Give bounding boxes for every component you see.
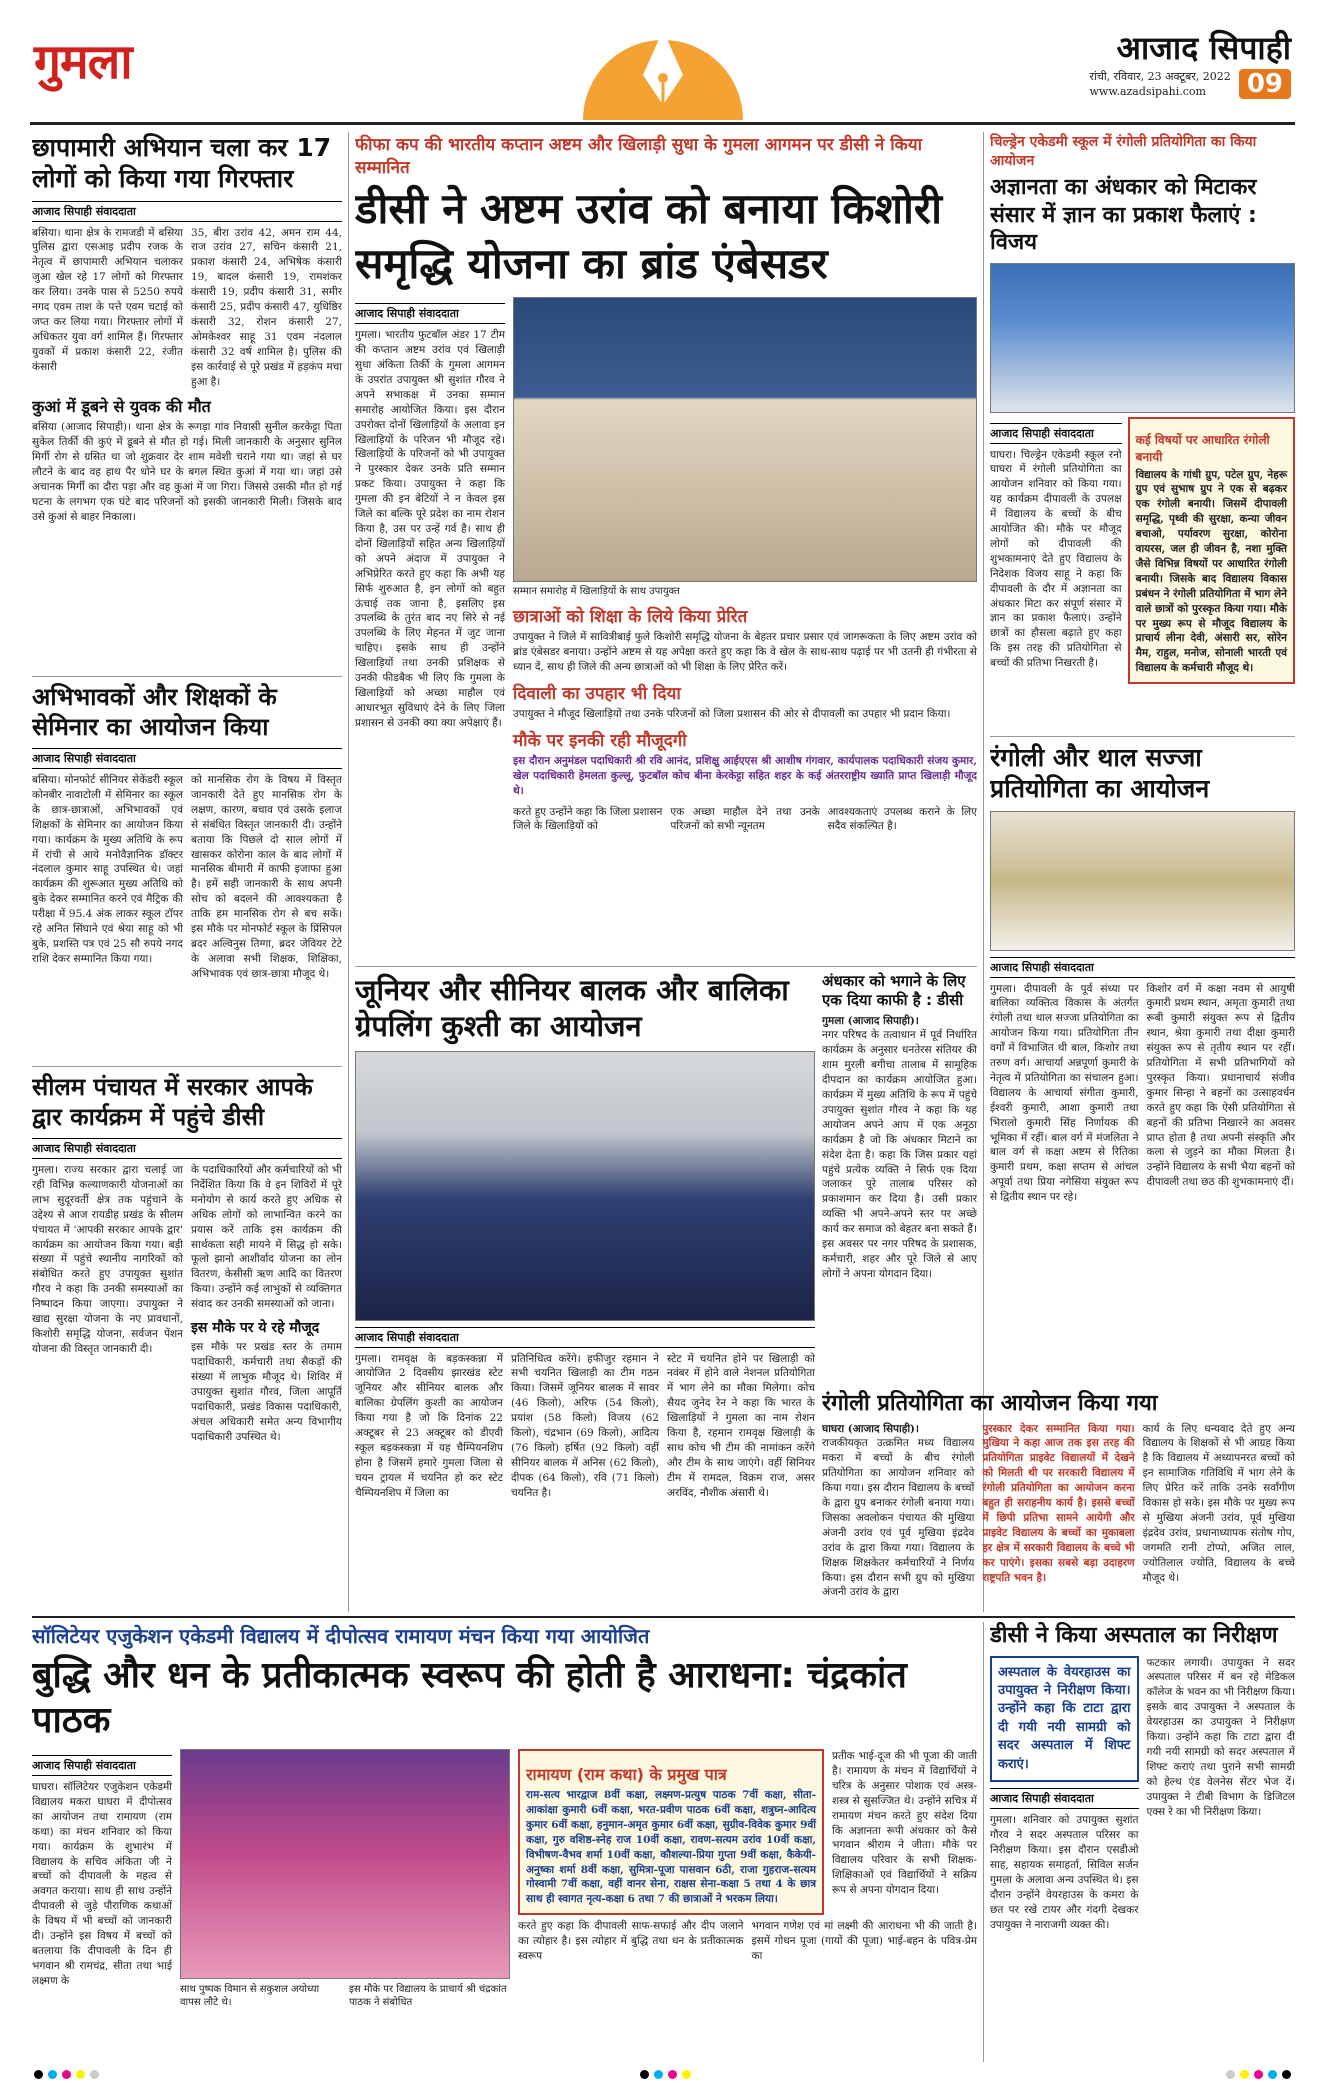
box-body: राम-सत्य भारद्वाज 8वीं कक्षा, लक्ष्मण-प्रत्युष पाठक 7वीं कक्षा, सीता-आकांक्षा कुमारी 6वीं कक्षा, भरत-प्रवीण पाठक 6वीं कक्षा, शत्रुघ्न-आदित्य कुमार 6वीं कक्षा, हनुमान-अमृत कुमार 6वीं कक्षा, सुग्रीव-विवेक कुमार 9वीं कक्षा, गुरु वशिष्ठ-स्नेह राज 10वीं कक्षा, रावण-सत्यम उरांव 10वीं कक्षा, विभीषण-वैभव शर्मा 10वीं कक्षा, कौशल्या-प्रिया गुप्ता 9वीं कक्षा, कैकेयी-अनुष्का शर्मा 8वीं कक्षा, सुमित्रा-पूजा पासवान 6ठी, राजा गुहराज-सत्यम गोस्वामी 7वीं कक्षा, वहीं वानर सेना, राक्षस सेना-कक्षा 5 तथा 4 के छात्र साथ ही स्वागत नृत्य-कक्षा 6 तथा 7 की छात्राओं ने भरकम लिया। bbox=[526, 1789, 816, 1906]
story-body: स्टेट में चयनित होने पर खिलाड़ी को नवंबर में होने वाले नेशनल प्रतियोगिता में भाग लेने का मौका मिलेगा। कोच सैयद जुनेद रेन ने कहा कि भारत के खिलाड़ियों ने गुमला का नाम रोशन किया है, रहमान रामवृक्ष खिलाड़ी के साथ कोच भी टीम की नामांकन करेंगे और टीम के साथ जाएंगे। वहीं सिनियर टीम में रामदल, विक्रम राज, असर अरविंद, नौशीक अंसारी थे। bbox=[667, 1352, 815, 1499]
story-headline: अज्ञानता का अंधकार को मिटाकर संसार में ज्ञान का प्रकाश फैलाएं : विजय bbox=[990, 175, 1257, 255]
story-headline: जूनियर और सीनियर बालक और बालिका ग्रेपलिंग कुश्ती का आयोजन bbox=[355, 973, 789, 1044]
byline: आजाद सिपाही संवाददाता bbox=[990, 957, 1295, 978]
brand-meta bbox=[1090, 69, 1231, 99]
story-body: भगवान गणेश एवं मां लक्ष्मी की आराधना भी की जाती है। इसमें गोधन पूजा (गायों की पूजा) भाई-बहन के पवित्र-प्रेम का bbox=[751, 1920, 977, 1963]
pen-nib-logo-icon bbox=[578, 10, 748, 120]
highlight-text: पुरस्कार देकर सम्मानित किया गया। मुखिया ने कहा आज तक इस तरह की प्रतियोगिता प्राइवेट विद्यालयों में देखने को मिलती थी पर सरकारी विद्यालय में रंगोली प्रतियोगिता का आयोजन करना बहुत ही सराहनीय कार्य है। इससे बच्चों में छिपी प्रतिभा सामने आयेगी और प्राइवेट विद्यालय के बच्चों का मुकाबला हर क्षेत्र में सरकारी विद्यालय के बच्चे भी कर पाएंगे। इसका सबसे बड़ा उदाहरण राष्ट्रपति भवन है। bbox=[982, 1422, 1135, 1584]
story-ramayan bbox=[32, 1622, 977, 2062]
photo-caption: सम्मान समारोह में खिलाड़ियों के साथ उपायुक्त bbox=[513, 586, 680, 598]
story-headline: अभिभावकों और शिक्षकों के सेमिनार का आयोजन किया bbox=[32, 683, 277, 741]
story-body: गुमला। राज्य सरकार द्वारा चलाई जा रही विभिन्न कल्याणकारी योजनाओं का लाभ सुदूरवर्ती क्षेत्र तक पहुंचाने के उद्देश्य से आज रायडीह प्रखंड के सीलम पंचायत में 'आपकी सरकार आपके द्वार' कार्यक्रम का आयोजन किया गया। बड़ी संख्या में पहुंचे स्थानीय नागरिकों को संबोधित करते हुए उपायुक्त सुशांत गौरव ने कहा कि उनकी समस्याओं का निष्पादन किया जाएगा। उपायुक्त ने खाद्य सुरक्षा योजना के नए प्रावधानों, किशोरी समृद्धि योजना, सर्वजन पेंशन योजना की विस्तृत जानकारी दी। bbox=[32, 1164, 183, 1355]
highlight-box bbox=[990, 1656, 1139, 1783]
byline: आजाद सिपाही संवाददाता bbox=[990, 423, 1122, 444]
award-photo bbox=[513, 297, 977, 582]
kicker: चिल्ड्रेन एकेडमी स्कूल में रंगोली प्रतियोगिता का किया आयोजन bbox=[990, 134, 1257, 169]
divider bbox=[32, 1616, 1295, 1618]
story-body: घाघरा। सॉलिटेयर एजुकेशन एकेडमी विद्यालय मकरा घाघरा में दीपोत्सव का आयोजन तथा रामायण (राम कथा) का मंचन शनिवार को किया गया। कार्यक्रम के शुभारंभ में विद्यालय के सचिव अंकिता जी ने बच्चों को दीपावली के महत्व से अवगत कराया। साथ ही साथ उन्होंने दीपावली से जुड़े पौराणिक कथाओं के विषय में भी बच्चों को जानकारी दी। उन्होंने इस विषय में बच्चों को बतलाया कि दीपावली के दिन ही भगवान श्री रामचंद्र, सीता तथा भाई लक्ष्मण के bbox=[32, 1781, 172, 1987]
subheading: छात्राओं को शिक्षा के लिये किया प्रेरित bbox=[513, 607, 748, 628]
box-title: रामायण (राम कथा) के प्रमुख पात्र bbox=[526, 1765, 727, 1784]
byline: गुमला (आजाद सिपाही)। bbox=[822, 1014, 919, 1027]
story-headline: रंगोली प्रतियोगिता का आयोजन किया गया bbox=[822, 1391, 1158, 1416]
byline: आजाद सिपाही संवाददाता bbox=[355, 303, 505, 324]
story-body: गुमला। दीपावली के पूर्व संध्या पर बालिका व्यक्तित्व विकास के अंतर्गत रंगोली तथा थाल सज्जा प्रतियोगिता का आयोजन किया गया। प्रतियोगिता तीन वर्गों में विभाजित थी बाल, किशोर तथा तरुण वर्ग। आचार्या अन्नपूर्णा कुमारी के नेतृत्व में प्रतियोगिता का संचालन हुआ। विद्यालय के आचार्या संगीता कुमारी, ईश्वरी कुमारी, आशा कुमारी तथा भिरालो कुमारी सिंह निर्णायक की भूमिका में रहीं। बाल वर्ग में मंजलिता ने बाल वर्ग से कक्षा अष्टम से रितिका कुमारी प्रथम, कक्षा सप्तम से आंचल अपूर्वा तथा प्रिया नगेसिया संयुक्त रूप से द्वितीय स्थान पर रहे। bbox=[990, 982, 1139, 1204]
cast-box bbox=[518, 1749, 824, 1915]
story-body: इस मौके पर प्रखंड स्तर के तमाम पदाधिकारी, कर्मचारी तथा सैकड़ों की संख्या में लाभुक मौजूद थे। शिविर में उपायुक्त सुशांत गौरव, जिला आपूर्ति पदाधिकारी, प्रखंड विकास पदाधिकारी, अंचल अधिकारी समेत अन्य विभागीय पदाधिकारी उपस्थित थे। bbox=[191, 1341, 342, 1443]
wrestlers-photo bbox=[355, 1051, 815, 1321]
footer-color-dots-center bbox=[640, 2070, 691, 2079]
brand-name: आजाद सिपाही bbox=[1116, 29, 1291, 67]
column-rule bbox=[348, 132, 349, 1612]
story-body: करते हुए कहा कि दीपावली साफ-सफाई और दीप जलाने का त्योहार है। इस त्योहार में बुद्धि तथा धन के प्रतीकात्मक स्वरूप bbox=[518, 1920, 744, 1963]
divider bbox=[32, 1066, 342, 1067]
byline: आजाद सिपाही संवाददाता bbox=[32, 201, 342, 222]
story-body: उपायुक्त ने मौजूद खिलाड़ियों तथा उनके परिजनों को जिला प्रशासन की ओर से दीपावली का उपहार भी प्रदान किया। bbox=[513, 707, 951, 720]
story-body: गुमला। रामवृक्ष के बड़कस्कन्ना में आयोजित 2 दिवसीय झारखंड स्टेट जूनियर और सीनियर बालक और बालिका ग्रेपलिंग कुश्ती का आयोजन किया गया है जो कि दिनांक 22 अक्टूबर से 23 अक्टूबर को डीएवी स्कूल बड़कस्कन्ना में यह चैम्पियनशिप होना है जिसमें हमारे गुमला जिला से चयन ट्रायल में चयनित हो कर स्टेट चैम्पियनशिप में जिला का bbox=[355, 1352, 503, 1499]
story-darkness bbox=[822, 972, 977, 1372]
brand-block bbox=[1090, 26, 1292, 99]
website: www.azadsipahi.com bbox=[1089, 85, 1206, 98]
highlight-box bbox=[1128, 417, 1295, 685]
story-body: के पदाधिकारियों और कर्मचारियों को भी निर्देशित किया कि वे इन शिविरों में पूरे मनोयोग से कार्य करते हुए अधिक से अधिक लोगों को लाभान्वित करने का प्रयास करें ताकि इस कार्यक्रम की सार्थकता सही मायने में सिद्ध हो सके। फूलो झानो आशीर्वाद योजना का लोन वितरण, केसीसी ऋण आदि का वितरण किया। उन्होंने कई लाभुकों से व्यक्तिगत संवाद कर उनकी समस्याओं को जाना। bbox=[191, 1164, 342, 1311]
story-seminar bbox=[32, 682, 342, 1062]
subheading: कुआं में डूबने से युवक की मौत bbox=[32, 397, 211, 417]
subheading: दिवाली का उपहार भी दिया bbox=[513, 683, 681, 704]
kicker: सॉलिटेयर एजुकेशन एकेडमी विद्यालय में दीपोत्सव रामायण मंचन किया गया आयोजित bbox=[32, 1624, 650, 1648]
divider bbox=[990, 736, 1295, 737]
divider bbox=[355, 966, 977, 967]
byline: आजाद सिपाही संवाददाता bbox=[32, 748, 342, 769]
story-thali bbox=[990, 742, 1295, 1392]
masthead bbox=[0, 0, 1325, 125]
story-body: गुमला। शनिवार को उपायुक्त सुशांत गौरव ने सदर अस्पताल परिसर का निरीक्षण किया। इस दौरान एसडीओ साह, सहायक समाहर्ता, सिविल सर्जन गुमला के अलावा अन्य उपस्थित थे। इस दौरान उन्होंने वेयरहाउस के कमरा के छत पर रखे टायर और गंदगी देखकर उपायुक्त ने नाराजगी व्यक्त की। bbox=[990, 1814, 1139, 1931]
story-panchayat bbox=[32, 1072, 342, 1612]
story-body: बसिया (आजाद सिपाही)। थाना क्षेत्र के रूगड़ा गांव निवासी सुनील करकेट्टा पिता सुकेल तिर्की की कुएं में डूबने से मौत हो गई। मिली जानकारी के अनुसार सुनिल मिर्गी रोग से ग्रसित था जो शुक्रवार देर शाम मवेशी चराने गया था। जहां से घर लौटने के बाद वह हाथ पैर धोने घर के बगल स्थित कुआं में गया था। जहां उसे अचानक मिर्गी का दौरा पड़ा और वह कुआं में जा गिरा। जिससे उसकी मौत हो गई घटना के लगभग एक घंटे बाद परिजनों को इसकी जानकारी मिली। जिसके बाद उसे कुआं से बाहर निकाला। bbox=[32, 421, 342, 523]
story-body: एक अच्छा माहौल देने तथा उनके परिजनों को सभी न्यूनतम bbox=[670, 805, 820, 833]
divider bbox=[32, 676, 342, 677]
section-name: गुमला bbox=[34, 34, 132, 90]
story-body: को मानसिक रोग के विषय में विस्तृत जानकारी देते हुए मानसिक रोग के लक्षण, कारण, बचाव एवं उसके इलाज से संबंधित विस्तृत जानकारी दी। उन्होंने बताया कि पिछले दो साल लोगों में खासकर कोरोना काल के बाद लोगों में मानसिक बीमारी में काफी इजाफा हुआ है। हमें सही जानकारी के साथ अपनी सोच को बदलने की आवश्यकता है ताकि हम मानसिक रोग से बच सकें। इस मौके पर मोनफोर्ट स्कूल के प्रिंसिपल ब्रदर अल्विनुस तिग्गा, ब्रदर जेवियर टेटे के अलावा सभी शिक्षक, शिक्षिका, अभिभावक एवं छात्र-छात्रा मौजूद थे। bbox=[191, 774, 342, 980]
byline: आजाद सिपाही संवाददाता bbox=[990, 1788, 1139, 1809]
photo-caption: इस मौके पर विद्यालय के प्राचार्य श्री चंद्रकांत पाठक ने संबोधित bbox=[349, 1984, 507, 2008]
column-rule bbox=[983, 1622, 984, 2062]
story-body: करते हुए उन्होंने कहा कि जिला प्रशासन जिले के खिलाड़ियों को bbox=[513, 805, 663, 833]
students-photo bbox=[990, 263, 1295, 413]
box-body: अस्पताल के वेयरहाउस का उपायुक्त ने निरीक्षण किया। उन्होंने कहा कि टाटा द्वारा दी गयी नयी सामग्री को सदर अस्पताल में शिफ्ट कराएं। bbox=[998, 1664, 1131, 1772]
story-rangoli-2 bbox=[822, 1390, 1295, 1612]
story-headline: रंगोली और थाल सज्जा प्रतियोगिता का आयोजन bbox=[990, 743, 1210, 804]
story-body: बसिया। मोनफोर्ट सीनियर सेकेंडरी स्कूल कोनबीर नावाटोली में सेमिनार का स्कूल के छात्र-छात्राओं, अभिभावकों एवं शिक्षकों के सेमिनार का आयोजन किया गया। कार्यक्रम के मुख्य अतिथि के रूप में रांची से आये मनोवैज्ञानिक डॉक्टर नंदलाल कुमार साहू उपस्थित थे। जहां कार्यक्रम की शुरूआत मुख्य अतिथि को बुके देकर सम्मानित करने एवं मैट्रिक की परीक्षा में 95.4 अंक लाकर स्कूल टॉपर रहे अनित सिंघाने एवं श्रेया साहू को भी बुके, प्रशस्ति पत्र एवं 25 सौ रुपये नगद राशि देकर सम्मानित किया गया। bbox=[32, 774, 183, 965]
byline: घाघरा (आजाद सिपाही)। bbox=[822, 1422, 919, 1435]
story-body: राजकीयकृत उत्क्रमित मध्य विद्यालय मकरा में बच्चों के बीच रंगोली प्रतियोगिता का आयोजन शनिवार को किया गया। इस दौरान विद्यालय के बच्चों के द्वारा ग्रुप बनाकर रंगोली बनाया गया। जिसका अवलोकन पंचायत की मुखिया अंजनी उरांव एवं पूर्व मुखिया इंद्रदेव उरांव के द्वारा किया गया। विद्यालय के शिक्षक शिक्षकेतर कर्मचारियों ने निर्णय किया। इस दौरान सभी ग्रुप को मुखिया अंजनी उरांव के द्वारा bbox=[822, 1437, 975, 1599]
masthead-rule bbox=[30, 122, 1295, 125]
story-body: नगर परिषद के तत्वाधान में पूर्व निर्धारित कार्यक्रम के अनुसार धनतेरस संतियर की शाम मुरली बगीचा तालाब में सामूहिक दीपदान का कार्यक्रम आयोजित हुआ। कार्यक्रम में मुख्य अतिथि के रूप में पहुंचे उपायुक्त सुशांत गौरव ने कहा कि यह आयोजन अपने आप में एक अनूठा कार्यक्रम है जो कि अंधकार मिटाने का संदेश देता है। कहा कि जिस प्रकार यहां पहुंचे प्रत्येक व्यक्ति ने सिर्फ एक दिया जलाकर पूरे तालाब परिसर को प्रकाशमान कर दिया है। उसी प्रकार व्यक्ति भी अपने-अपने स्तर पर अच्छे कार्य कर समाज को बेहतर बना सकते हैं। इस अवसर पर नगर परिषद के प्रशासक, कर्मचारी, शहर और पूरे जिले से आए लोगों ने अपना योगदान दिया। bbox=[822, 1029, 977, 1280]
story-body: 35, बीरा उरांव 42, अमन राम 44, राज उरांव 27, सचिन कंसारी 21, प्रकाश कंसारी 24, अभिषेक कंसारी 19, बादल कंसारी 19, रामशंकर कंसारी 19, प्रदीप कंसारी 31, समीर कंसारी 25, प्रदीप कंसारी 47, युधिष्ठिर कंसारी 32, रोशन कंसारी 27, ओमकेश्वर साहू 31 एवम नंदलाल कंसारी 32 वर्ष शामिल है। पुलिस की इस कार्रवाई से पूरे प्रखंड में हड़कंप मचा हुआ है। bbox=[191, 226, 342, 388]
story-body: फटकार लगायी। उपायुक्त ने सदर अस्पताल परिसर में बन रहे मेडिकल कॉलेज के भवन का भी निरीक्षण किया। इसके बाद उपायुक्त ने अस्पताल के वेयरहाउस का उपायुक्त ने निरीक्षण किया। उन्होंने कहा कि टाटा द्वारा दी गयी नयी सामग्री को सदर अस्पताल में शिफ्ट कराएं तथा पुराने सभी सामग्री को हेल्थ एंड वेलनेस सेंटर भेज दें। उपायुक्त ने टीबी विभाग के डिजिटल एक्स रे का भी निरीक्षण किया। bbox=[1146, 1656, 1295, 1818]
footer-color-dots-left bbox=[34, 2070, 99, 2079]
story-headline: सीलम पंचायत में सरकार आपके द्वार कार्यक्रम में पहुंचे डीसी bbox=[32, 1073, 313, 1131]
dateline: रांची, रविवार, 23 अक्टूबर, 2022 bbox=[1089, 70, 1231, 83]
story-raid bbox=[32, 132, 342, 672]
story-headline: अंधकार को भगाने के लिए एक दिया काफी है : डीसी bbox=[822, 972, 966, 1009]
story-headline: बुद्धि और धन के प्रतीकात्मक स्वरूप की होती है आराधना: चंद्रकांत पाठक bbox=[32, 1655, 907, 1741]
story-body: घाघरा। चिल्ड्रेन एकेडमी स्कूल रनो घाघरा में रंगोली प्रतियोगिता का आयोजन शनिवार को किया गया। यह कार्यक्रम दीपावली के उपलक्ष में विद्यालय के बच्चों के बीच आयोजित की। मौके पर मौजूद लोगों को दीपावली की शुभकामनाएं देते हुए विद्यालय के निदेशक विजय साहू ने कहा कि दीपावली के दौर में अज्ञानता का अंधकार मिटा कर संपूर्ण संसार में ज्ञान का प्रकाश फैलाएं। उन्होंने छात्रों का हौसला बढ़ाते हुए कहा कि इस तरह की प्रतियोगिता से बच्चों की प्रतिभा निखरती है। bbox=[990, 448, 1122, 670]
thali-photo bbox=[990, 811, 1295, 951]
story-headline: छापामारी अभियान चला कर 17 लोगों को किया गया गिरफ्तार bbox=[32, 133, 332, 194]
subheading: मौके पर इनकी रही मौजूदगी bbox=[513, 730, 687, 751]
story-wrestling bbox=[355, 972, 815, 1612]
box-body: विद्यालय के गांधी ग्रुप, पटेल ग्रुप, नेहरू ग्रुप एवं सुभाष ग्रुप ने एक से बढ़कर एक रंगोली बनायी। जिसमें दीपावली समृद्धि, पृथ्वी की सुरक्षा, कन्या जीवन बचाओ, पर्यावरण सुरक्षा, कोरोना वायरस, जल ही जीवन है, नशा मुक्ति जैसे विभिन्न विषयों पर आधारित रंगोली बनायी। जिसके बाद विद्यालय विकास प्रबंधन ने रंगोली प्रतियोगिता में भाग लेने वाले छात्रों को पुरस्कृत किया गया। मौके पर मुख्य रूप से मौजूद विद्यालय के प्राचार्य लीना देवी, अंसारी सर, सोरेन मैम, राहुल, मनोज, सोनाली भारती एवं विद्यालय के कर्मचारी मौजूद थे। bbox=[1135, 468, 1287, 675]
story-body: प्रतीक भाई-दूज की भी पूजा की जाती है। रामायण के मंचन में विद्यार्थियों ने चरित्र के अनुसार पोशाक एवं अस्त्र-शस्त्र से सुसज्जित थे। उन्होंने सचित्र में रामायण मंचन करते हुए संदेश दिया कि अज्ञानता रूपी अंधकार को कैसे भगवान श्रीराम ने जीता। मौके पर विद्यालय परिवार के सभी शिक्षक-शिक्षिकाओं एवं विद्यार्थियों ने सक्रिय रूप से अपना योगदान दिया। bbox=[832, 1750, 977, 1897]
story-body: प्रतिनिधित्व करेंगे। हफीजुर रहमान ने सभी चयनित खिलाड़ी का टीम गठन किया। जिसमें जूनियर बालक में सावर (46 किलो), अरिफ (54 किलो), प्रयांश (58 किलो) विजय (62 किलो), चंद्रभान (69 किलो), आदित्य (76 किलो) हर्षित (92 किलो) वहीं सीनियर बालक में अनिस (62 किलो), दीपक (64 किलो), रवि (71 किलो) चयनित है। bbox=[511, 1352, 659, 1499]
story-body: बसिया। थाना क्षेत्र के रामजडी में बसिया पुलिस द्वारा एसआइ प्रदीप रजक के नेतृत्व में छापामारी अभियान चलाकर जुआ खेल रहे 17 लोगों को गिरफ्तार कर लिया। उनके पास से 5250 रुपये नगद एवम ताश के पत्ते एवम चटाई को जप्त कर लिया गया। गिरफ्तार लोगों में अधिकतर युवा वर्ग शामिल हैं। गिरफ्तार युवकों में प्रकाश कंसारी 22, रंजीत कंसारी bbox=[32, 226, 183, 373]
story-body: गुमला। भारतीय फुटबॉल अंडर 17 टीम की कप्तान अष्टम उरांव एवं खिलाड़ी सुधा अंकिता तिर्की के गुमला आगमन के उपरांत उपायुक्त श्री सुशांत गौरव ने अपने सभाकक्ष में उनका सम्मान समारोह आयोजित किया। इस दौरान उपरोक्त दोनों खिलाड़ियों के अलावा इन खिलाड़ियों के परिजन भी मौजूद रहे। खिलाड़ियों के परिजनों को भी उपायुक्त ने पुरस्कार देकर उनके प्रति सम्मान प्रकट किया। उपायुक्त ने कहा कि गुमला की इन बेटियों ने न केवल इस जिले का बल्कि पूरे प्रदेश का नाम रोशन किया है, उस पर उन्हें गर्व है। साथ ही दोनों खिलाड़ियों सहित अन्य खिलाड़ियों को अपने अंदाज में उपायुक्त ने अभिप्रेरित करते हुए कहा कि अभी यह सिर्फ शुरुआत है, इन लोगों को बहुत ऊंचाई तक जाना है, इसलिए इस उपलब्धि के तुरंत बाद नए सिरे से नई उपलब्धि के लिए मेहनत में जुट जाना चाहिए। इसके साथ ही उन्होंने खिलाड़ियों तथा उनकी प्रशिक्षक से उनकी फीडबैक भी लिए कि गुमला के खिलाड़ियों को अच्छा माहौल एवं आधारभूत सुविधाएं देने के लिए जिला प्रशासन से उनकी क्या क्या अपेक्षाएं हैं। bbox=[355, 329, 505, 729]
story-headline: डीसी ने अष्टम उरांव को बनाया किशोरी समृद्धि योजना का ब्रांड एंबेसडर bbox=[355, 184, 942, 288]
ramayan-photo bbox=[180, 1749, 510, 1979]
byline: आजाद सिपाही संवाददाता bbox=[355, 1327, 815, 1348]
story-body: किशोर वर्ग में कक्षा नवम से आयुषी कुमारी प्रथम स्थान, अमृता कुमारी तथा रूबी कुमारी संयुक्त रूप से द्वितीय स्थान, श्रेया कुमारी तथा दीक्षा कुमारी संयुक्त रूप से तृतीय स्थान पर रहीं। प्रतियोगिता में सभी प्रतिभागियों को पुरस्कृत किया। प्रधानाचार्य संजीव कुमार सिन्हा ने बहनों का उत्साहवर्धन करते हुए कहा कि ऐसी प्रतियोगिता से बहनों की प्रतिभा निखारने का अवसर प्राप्त होता है तथा अपनी संस्कृति और कला से जुड़ने का मौका मिलता है। उन्होंने विद्यालय के सभी भैया बहनों को दीपावली तथा छठ की शुभकामनाएं दीं। bbox=[1146, 982, 1295, 1189]
story-hospital bbox=[990, 1622, 1295, 2062]
story-body: इस दौरान अनुमंडल पदाधिकारी श्री रवि आनंद, प्रशिक्षु आईएएस श्री आशीष गंगवार, कार्यपालक पदाधिकारी संजय कुमार, खेल पदाधिकारी हेमलता कुल्लू, फुटबॉल कोच बीना केरकेट्टा सहित शहर के कई अंतरराष्ट्रीय ख्याति प्राप्त खिलाड़ी मौजूद थे। bbox=[513, 754, 977, 797]
photo-caption: साथ पुष्पक विमान से सकुशल अयोध्या वापस लौटे थे। bbox=[180, 1984, 320, 2008]
footer-color-dots-right bbox=[1226, 2070, 1291, 2079]
story-dc bbox=[355, 132, 977, 962]
box-title: कई विषयों पर आधारित रंगोली बनायी bbox=[1135, 432, 1270, 464]
story-body: कार्य के लिए धन्यवाद देते हुए अन्य विद्यालय के शिक्षकों से भी आग्रह किया है कि विद्यालय में अध्यापनरत बच्चों को इन सामाजिक गतिविधि में भाग लेने के लिए प्रेरित करें ताकि उनके सर्वांगीण विकास हो सके। इस मौके पर मुख्य रूप से मुखिया अंजनी उरांव, पूर्व मुखिया इंद्रदेव उरांव, प्रधानाध्यापक संतोष गोप, जगमति रानी टोप्पो, अजित लाल, ज्योतिलाल ज्योति, विद्यालय के बच्चे मौजूद थे। bbox=[1142, 1422, 1295, 1584]
page-number: 09 bbox=[1239, 69, 1291, 99]
byline: आजाद सिपाही संवाददाता bbox=[32, 1755, 172, 1776]
story-school-right bbox=[990, 132, 1295, 732]
story-body: आवश्यकताएं उपलब्ध कराने के लिए सदैव संकल्पित है। bbox=[827, 805, 977, 833]
kicker: फीफा कप की भारतीय कप्तान अष्टम और खिलाड़ी सुधा के गुमला आगमन पर डीसी ने किया सम्मानित bbox=[355, 135, 922, 178]
story-body: उपायुक्त ने जिले में सावित्रीबाई फुले किशोरी समृद्धि योजना के बेहतर प्रचार प्रसार एवं जागरूकता के लिए अष्टम उरांव को ब्रांड एंबेसडर बनाया। उन्होंने अष्टम से यह अपेक्षा करते हुए कहा कि वे खेल के साथ-साथ पढ़ाई पर भी उतनी ही गंभीरता से ध्यान दें, साथ ही जिले की अन्य छात्राओं को भी शिक्षा के लिए प्रेरित करें। bbox=[513, 631, 977, 673]
subheading: इस मौके पर ये रहे मौजूद bbox=[191, 1320, 320, 1337]
story-headline: डीसी ने किया अस्पताल का निरीक्षण bbox=[990, 1623, 1278, 1648]
byline: आजाद सिपाही संवाददाता bbox=[32, 1138, 342, 1159]
